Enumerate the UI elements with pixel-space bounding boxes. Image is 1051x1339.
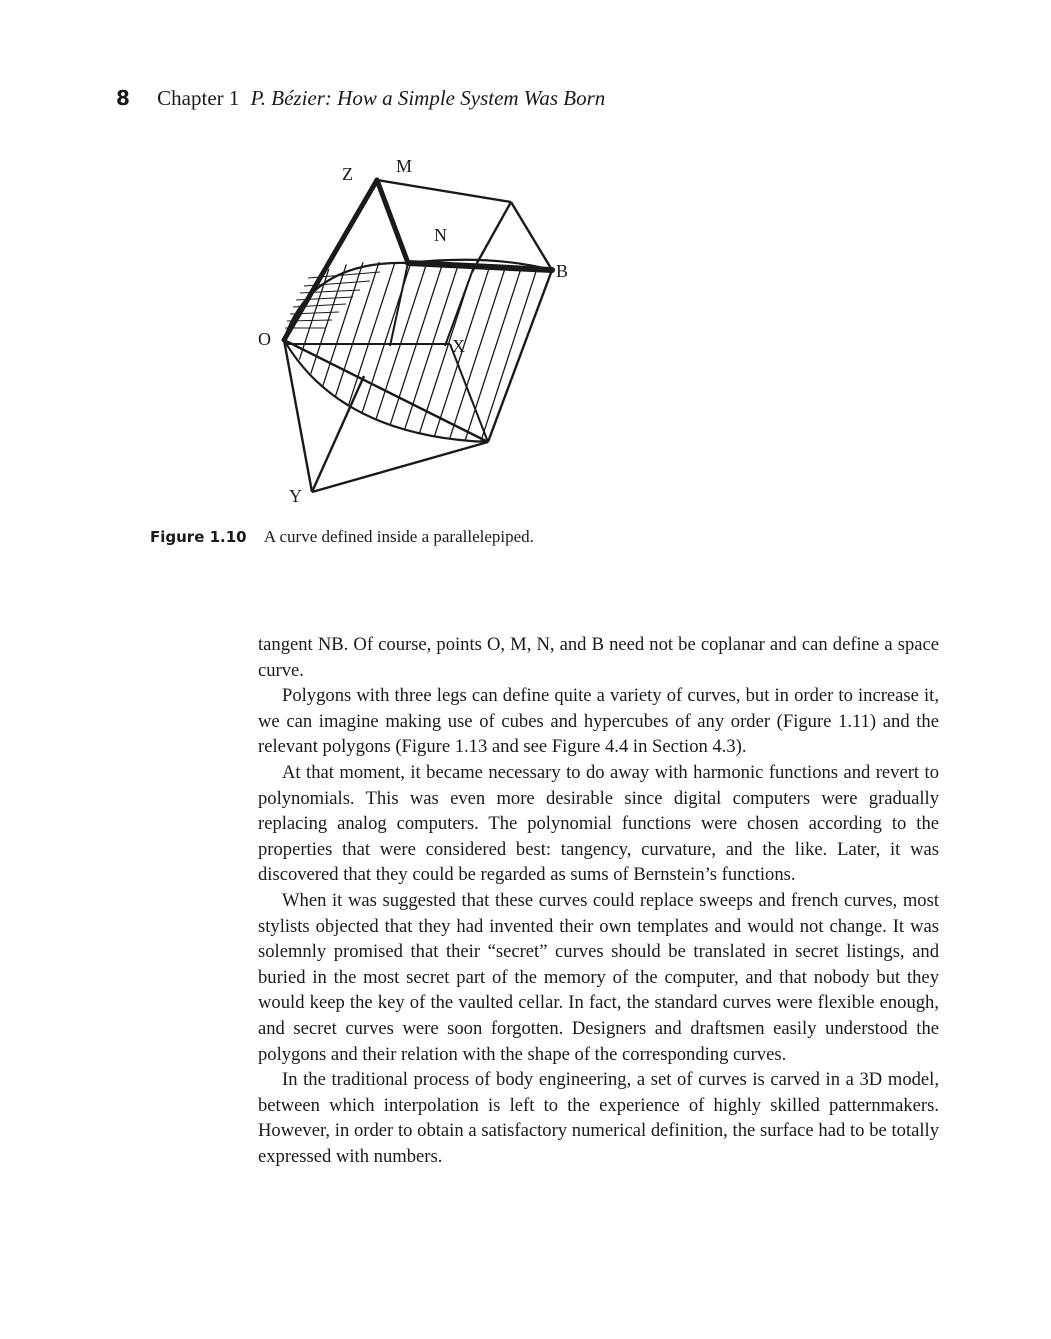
caption-text: A curve defined inside a parallelepiped.	[263, 527, 534, 546]
figure-parallelepiped	[240, 150, 600, 510]
wedge-hatching	[285, 272, 380, 328]
curve-hatching	[270, 250, 559, 450]
label-o: O	[258, 329, 271, 349]
label-y: Y	[289, 486, 302, 506]
caption-number: Figure 1.10	[150, 528, 247, 546]
label-z: Z	[342, 164, 353, 184]
paragraph: Polygons with three legs can define quite a variety of curves, but in order to increase it, we can imagine making use of cubes and hypercubes of any order (Figure 1.11) and the relevant polygons (Figure 1.13 and see Figure 4.4 in Section 4.3).	[258, 685, 939, 758]
parallelepiped-diagram	[240, 150, 600, 510]
page-number: 8	[116, 86, 130, 110]
bezier-curve	[284, 260, 552, 442]
body-text	[258, 632, 939, 1169]
chapter-label: Chapter 1	[157, 86, 240, 110]
paragraph: tangent NB. Of course, points O, M, N, and B need not be coplanar and can define a space curve.	[258, 634, 939, 681]
paragraph: When it was suggested that these curves could replace sweeps and french curves, most stylists objected that they had invented their own templates and would not change. It was solemnly promised that their “secret” curves should be translated in secret listings, and buried in the most secret part of the memory of the computer, and that nobody but they would keep the key of the vaulted cellar. In fact, the standard curves were flexible enough, and secret curves were soon forgotten. Designers and draftsmen easily understood the polygons and their relation with the shape of the corresponding curves.	[258, 889, 939, 1065]
label-m: M	[396, 156, 413, 176]
paragraph: At that moment, it became necessary to do away with harmonic functions and revert to polynomials. This was even more desirable since digital computers were gradually replacing analog computers. The polynomial functions were chosen according to the properties that were considered best: tangency, curvature, and the like. Later, it was discovered that they could be regarded as sums of Bernstein’s functions.	[258, 761, 939, 886]
parallelepiped-edges	[284, 180, 552, 492]
label-n: N	[434, 225, 447, 245]
label-b: B	[556, 261, 569, 281]
label-x: X	[452, 336, 465, 356]
running-head	[116, 86, 605, 111]
chapter-title: P. Bézier: How a Simple System Was Born	[250, 86, 606, 110]
figure-caption	[150, 527, 534, 547]
paragraph: In the traditional process of body engineering, a set of curves is carved in a 3D model, between which interpolation is left to the experience of highly skilled patternmakers. However, in order to obtain a satisfactory numerical definition, the surface had to be totally expressed with numbers.	[258, 1069, 939, 1167]
